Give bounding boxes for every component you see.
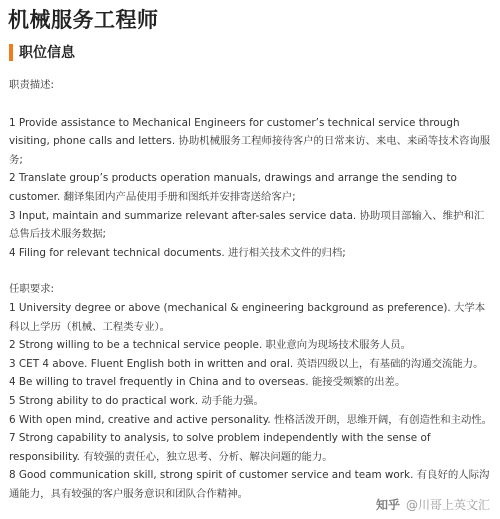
section-title: 职位信息: [19, 45, 75, 61]
watermark-user: @川哥上英文汇: [405, 498, 490, 512]
section-header: [9, 42, 75, 62]
requirement-item-8: 8 Good communication skill, strong spirit of customer service and team work. 有良好的人际沟通能力，具有较强的客户服务意识和团队合作精神。: [9, 469, 490, 500]
requirements-heading: 任职要求:: [9, 283, 55, 296]
job-title: 机械服务工程师: [8, 8, 159, 32]
requirement-item-7: 7 Strong capability to analysis, to solve problem independently with the sense of responsibility. 有较强的责任心，独立思考、分析、解决问题的能力。: [9, 432, 431, 463]
job-description-content: [9, 76, 493, 503]
responsibility-item-3: 3 Input, maintain and summarize relevant after-sales service data. 协助项目部输入、维护和汇总售后技术服务数据;: [9, 209, 485, 241]
section-spacer: [9, 262, 493, 280]
requirement-item-2: 2 Strong willing to be a technical service people. 职业意向为现场技术服务人员。: [9, 339, 412, 352]
watermark: [376, 496, 490, 513]
zhihu-logo-text: 知乎: [375, 498, 400, 512]
responsibility-item-2: 2 Translate group’s products operation manuals, drawings and arrange the sending to customer. 翻译集团内产品使用手册和图纸并安排寄送给客户;: [9, 172, 457, 203]
responsibility-item-4: 4 Filing for relevant technical documents. 进行相关技术文件的归档;: [9, 246, 346, 259]
responsibility-item-1: 1 Provide assistance to Mechanical Engineers for customer’s technical service through visiting, phone calls and letters. 协助机械服务工程师接待客户的日常来访、来电、来函等技术咨询服务;: [9, 116, 491, 166]
requirement-item-5: 5 Strong ability to do practical work. 动手能力强。: [9, 394, 264, 407]
section-accent-bar: [9, 44, 13, 61]
requirement-item-1: 1 University degree or above (mechanical & engineering background as preference). 大学本科以上学历（机械、工程类专业）。: [9, 301, 486, 333]
requirement-item-6: 6 With open mind, creative and active personality. 性格活泼开朗，思维开阔，有创造性和主动性。: [9, 413, 493, 426]
requirement-item-3: 3 CET 4 above. Fluent English both in written and oral. 英语四级以上，有基础的沟通交流能力。: [9, 357, 484, 370]
requirement-item-4: 4 Be willing to travel frequently in China and to overseas. 能接受频繁的出差。: [9, 376, 406, 389]
responsibilities-heading: 职责描述:: [9, 79, 55, 91]
